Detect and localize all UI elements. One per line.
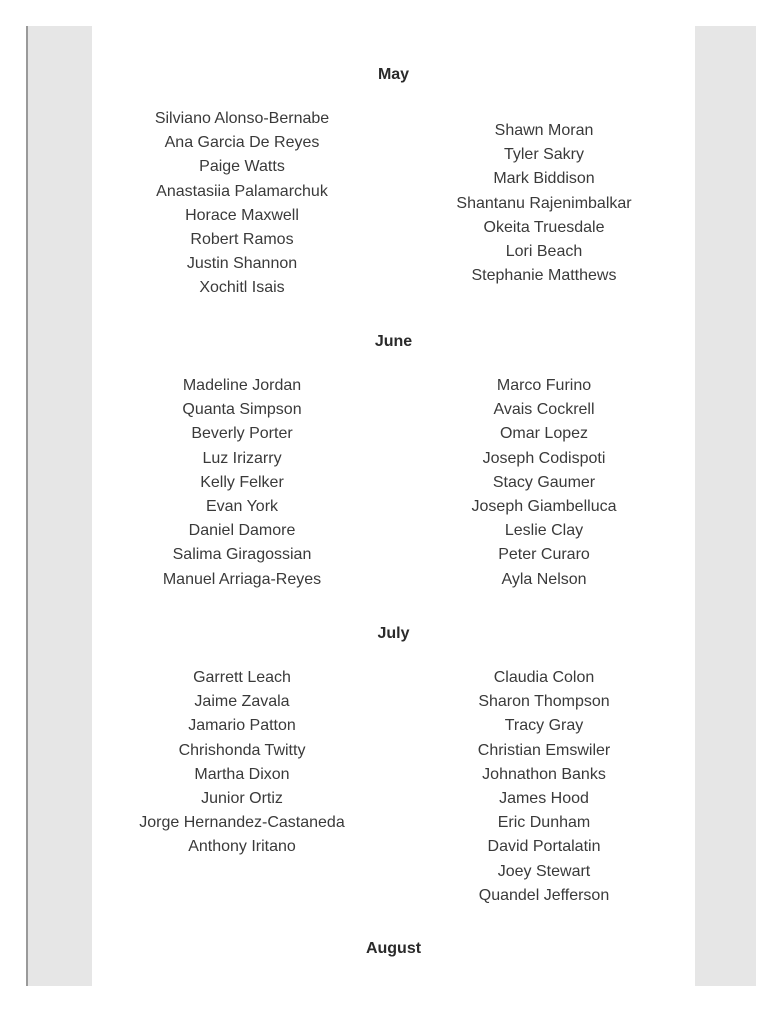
list-item: Daniel Damore: [188, 522, 296, 540]
left-gutter: [26, 26, 92, 986]
list-item: Anthony Iritano: [188, 838, 296, 856]
list-item: Peter Curaro: [498, 546, 590, 564]
list-item: Stacy Gaumer: [492, 473, 596, 491]
list-item: Evan York: [205, 497, 279, 515]
list-item: Xochitl Isais: [199, 279, 285, 297]
month-heading: August: [365, 940, 422, 957]
list-item: Ana Garcia De Reyes: [164, 134, 320, 152]
list-item: Johnathon Banks: [482, 765, 606, 783]
list-item: Marco Furino: [496, 377, 592, 394]
list-item: Leslie Clay: [504, 522, 584, 540]
list-item: Martha Dixon: [194, 765, 290, 783]
list-item: Sharon Thompson: [478, 693, 610, 711]
list-item: Robert Ramos: [190, 230, 294, 248]
list-item: Paige Watts: [199, 158, 285, 176]
list-item: Salima Giragossian: [172, 546, 312, 564]
list-item: Madeline Jordan: [182, 377, 302, 394]
list-item: Shantanu Rajenimbalkar: [456, 194, 632, 212]
month-heading: July: [377, 625, 410, 642]
list-item: Ayla Nelson: [501, 570, 587, 588]
list-item: Garrett Leach: [193, 669, 291, 686]
list-item: Jamario Patton: [188, 717, 296, 735]
list-item: Claudia Colon: [493, 669, 595, 686]
list-item: Tyler Sakry: [503, 146, 584, 164]
list-item: Shawn Moran: [494, 122, 594, 139]
name-list-right: [394, 374, 694, 592]
month-heading: May: [377, 66, 410, 83]
list-item: Eric Dunham: [497, 814, 591, 832]
list-item: Luz Irizarry: [202, 449, 282, 467]
list-item: Christian Emswiler: [477, 741, 611, 759]
list-item: Quanta Simpson: [182, 401, 302, 419]
list-item: Justin Shannon: [186, 255, 298, 273]
name-list-left: [92, 666, 392, 860]
list-item: Horace Maxwell: [185, 206, 299, 224]
list-item: Kelly Felker: [200, 473, 284, 491]
list-item: Joseph Codispoti: [482, 449, 606, 467]
list-item: Avais Cockrell: [493, 401, 595, 419]
list-item: Stephanie Matthews: [471, 267, 617, 285]
list-item: Lori Beach: [505, 242, 583, 260]
name-list-left: [92, 107, 392, 301]
list-item: Junior Ortiz: [201, 789, 283, 807]
list-item: Quandel Jefferson: [478, 886, 610, 904]
list-item: Silviano Alonso-Bernabe: [154, 110, 330, 127]
list-item: Okeita Truesdale: [483, 218, 605, 236]
name-list-left: [92, 374, 392, 592]
list-item: David Portalatin: [487, 838, 601, 856]
list-item: Beverly Porter: [191, 425, 293, 443]
list-item: Tracy Gray: [504, 717, 584, 735]
list-item: Joey Stewart: [497, 862, 591, 880]
name-list-right: [394, 119, 694, 288]
list-item: Jorge Hernandez-Castaneda: [139, 814, 345, 832]
right-gutter: [695, 26, 756, 986]
list-item: Omar Lopez: [499, 425, 589, 443]
name-list-right: [394, 666, 694, 908]
month-heading: June: [374, 333, 413, 350]
list-item: Manuel Arriaga-Reyes: [162, 570, 322, 588]
list-item: James Hood: [499, 789, 589, 807]
list-item: Chrishonda Twitty: [178, 741, 306, 759]
list-item: Jaime Zavala: [194, 693, 290, 711]
list-item: Joseph Giambelluca: [471, 497, 617, 515]
document-page: [92, 26, 695, 986]
list-item: Anastasiia Palamarchuk: [156, 182, 328, 200]
list-item: Mark Biddison: [493, 170, 595, 188]
